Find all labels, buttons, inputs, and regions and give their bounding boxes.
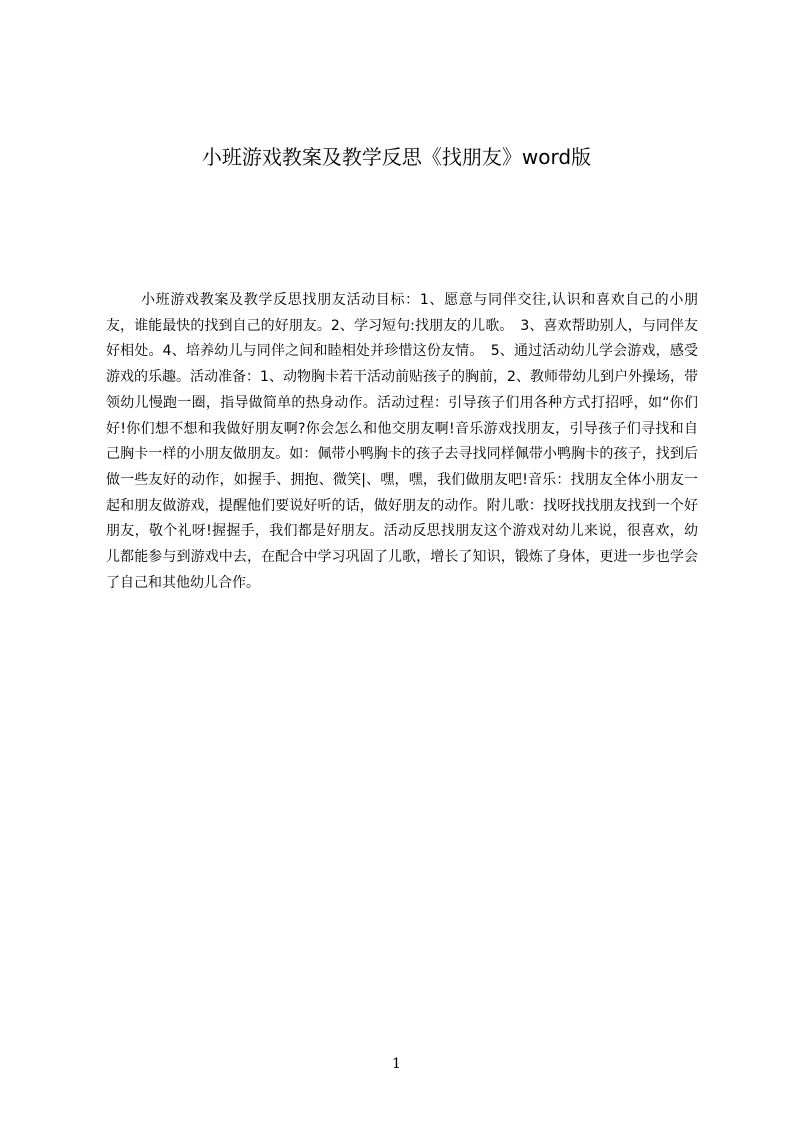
page-number: 1 bbox=[392, 1056, 401, 1072]
document-title: 小班游戏教案及教学反思《找朋友》word版 bbox=[201, 145, 592, 169]
document-body-paragraph: 小班游戏教案及教学反思找朋友活动目标：1、愿意与同伴交往,认识和喜欢自己的小朋友，谁能最快的找到自己的好朋友。2、学习短句:找朋友的儿歌。 3、喜欢帮助别人，与同伴友好相处。4、培养幼儿与同伴之间和睦相处并珍惜这份友情。 5、通过活动幼儿学会游戏，感受游戏的乐趣。活动准备：1、动物胸卡若干活动前贴孩子的胸前，2、教师带幼儿到户外操场，带领幼儿慢跑一圈，指导做简单的热身动作。活动过程：引导孩子们用各种方式打招呼，如“你们好!你们想不想和我做好朋友啊?你会怎么和他交朋友啊!音乐游戏找朋友，引导孩子们寻找和自己胸卡一样的小朋友做朋友。如：佩带小鸭胸卡的孩子去寻找同样佩带小鸭胸卡的孩子，找到后做一些友好的动作，如握手、拥抱、微笑|、嘿，嘿，我们做朋友吧!音乐：找朋友全体小朋友一起和朋友做游戏，提醒他们要说好听的话，做好朋友的动作。附儿歌：找呀找找朋友找到一个好朋友，敬个礼呀!握握手，我们都是好朋友。活动反思找朋友这个游戏对幼儿来说，很喜欢，幼儿都能参与到游戏中去，在配合中学习巩固了儿歌，增长了知识，锻炼了身体，更进一步也学会了自己和其他幼儿合作。 bbox=[106, 292, 698, 591]
